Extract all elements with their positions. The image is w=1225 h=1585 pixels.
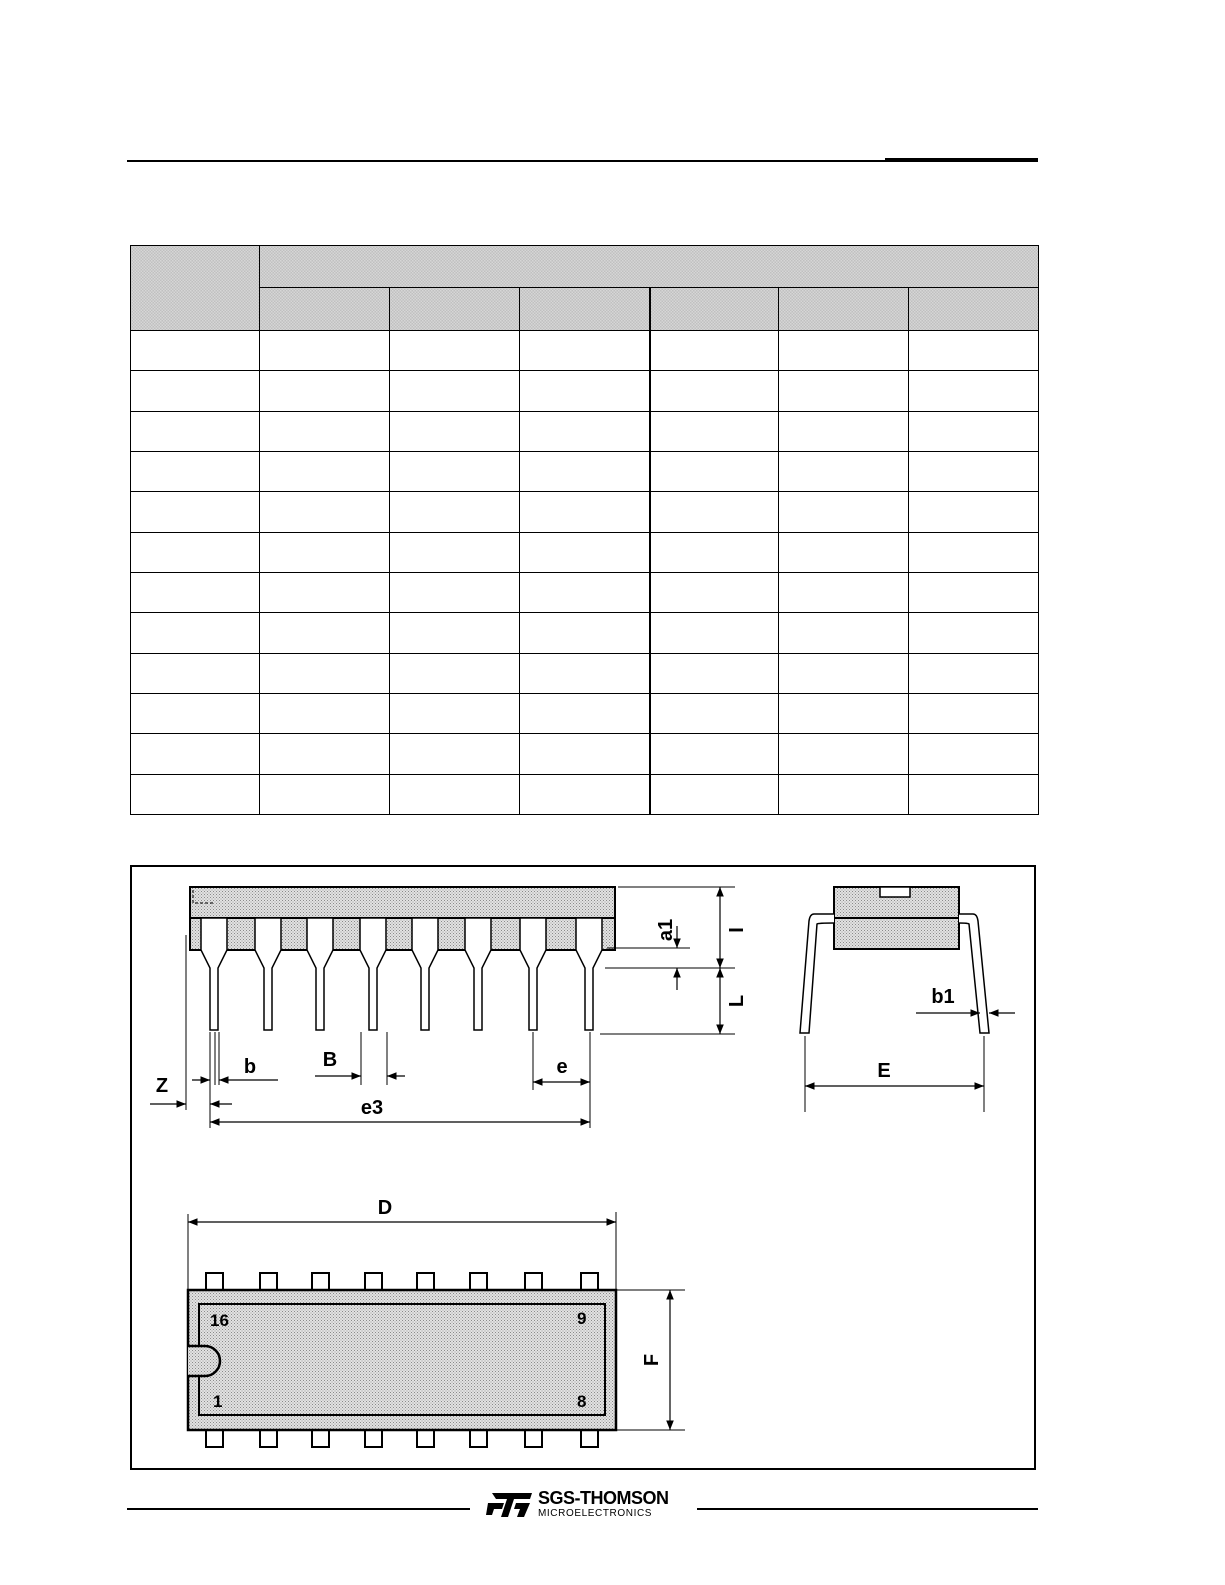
top-pin-lower (260, 1430, 277, 1447)
pin-label-1: 1 (213, 1392, 223, 1411)
dim-label-z: Z (155, 1075, 169, 1097)
dim-label-b1: b1 (931, 986, 955, 1008)
dim-label-D: D (377, 1197, 393, 1219)
top-pin-lower (312, 1430, 329, 1447)
side-pin (465, 918, 491, 1030)
side-pin (307, 918, 333, 1030)
brand-name: SGS-THOMSON (538, 1488, 669, 1508)
side-pin (360, 918, 386, 1030)
top-pin-upper (260, 1273, 277, 1290)
top-pin-lower (525, 1430, 542, 1447)
pin-label-8: 8 (577, 1392, 587, 1411)
side-pin (576, 918, 602, 1030)
end-view (800, 887, 1015, 1112)
dim-label-e3: e3 (360, 1097, 384, 1119)
dim-label-E: E (877, 1060, 891, 1082)
brand-subtitle: MICROELECTRONICS (538, 1508, 653, 1519)
top-pin-lower (581, 1430, 598, 1447)
side-view (190, 887, 615, 1030)
dim-label-b: b (243, 1056, 257, 1078)
pin-label-9: 9 (577, 1309, 587, 1328)
sgs-thomson-logo (486, 1487, 696, 1523)
top-pin-lower (365, 1430, 382, 1447)
side-pin (520, 918, 546, 1030)
side-pin (201, 918, 227, 1030)
dim-label-e: e (556, 1056, 568, 1078)
top-pin-upper (525, 1273, 542, 1290)
top-pin-upper (312, 1273, 329, 1290)
top-view (188, 1197, 685, 1447)
dim-label-a1: a1 (655, 918, 677, 942)
side-pin (412, 918, 438, 1030)
top-pin-upper (206, 1273, 223, 1290)
dim-label-L: L (726, 994, 748, 1008)
dim-label-F: F (641, 1353, 663, 1367)
top-pin-upper (581, 1273, 598, 1290)
top-pin-upper (470, 1273, 487, 1290)
top-pin-lower (206, 1430, 223, 1447)
st-logo-icon (486, 1489, 534, 1519)
top-pin-upper (417, 1273, 434, 1290)
dim-label-B: B (322, 1049, 338, 1071)
height-dimensions (600, 887, 748, 1034)
pin-label-16: 16 (210, 1311, 229, 1330)
pin1-notch (188, 1346, 220, 1376)
top-pin-lower (417, 1430, 434, 1447)
dim-label-I: I (726, 927, 748, 933)
side-pin (255, 918, 281, 1030)
top-pin-lower (470, 1430, 487, 1447)
top-pin-upper (365, 1273, 382, 1290)
